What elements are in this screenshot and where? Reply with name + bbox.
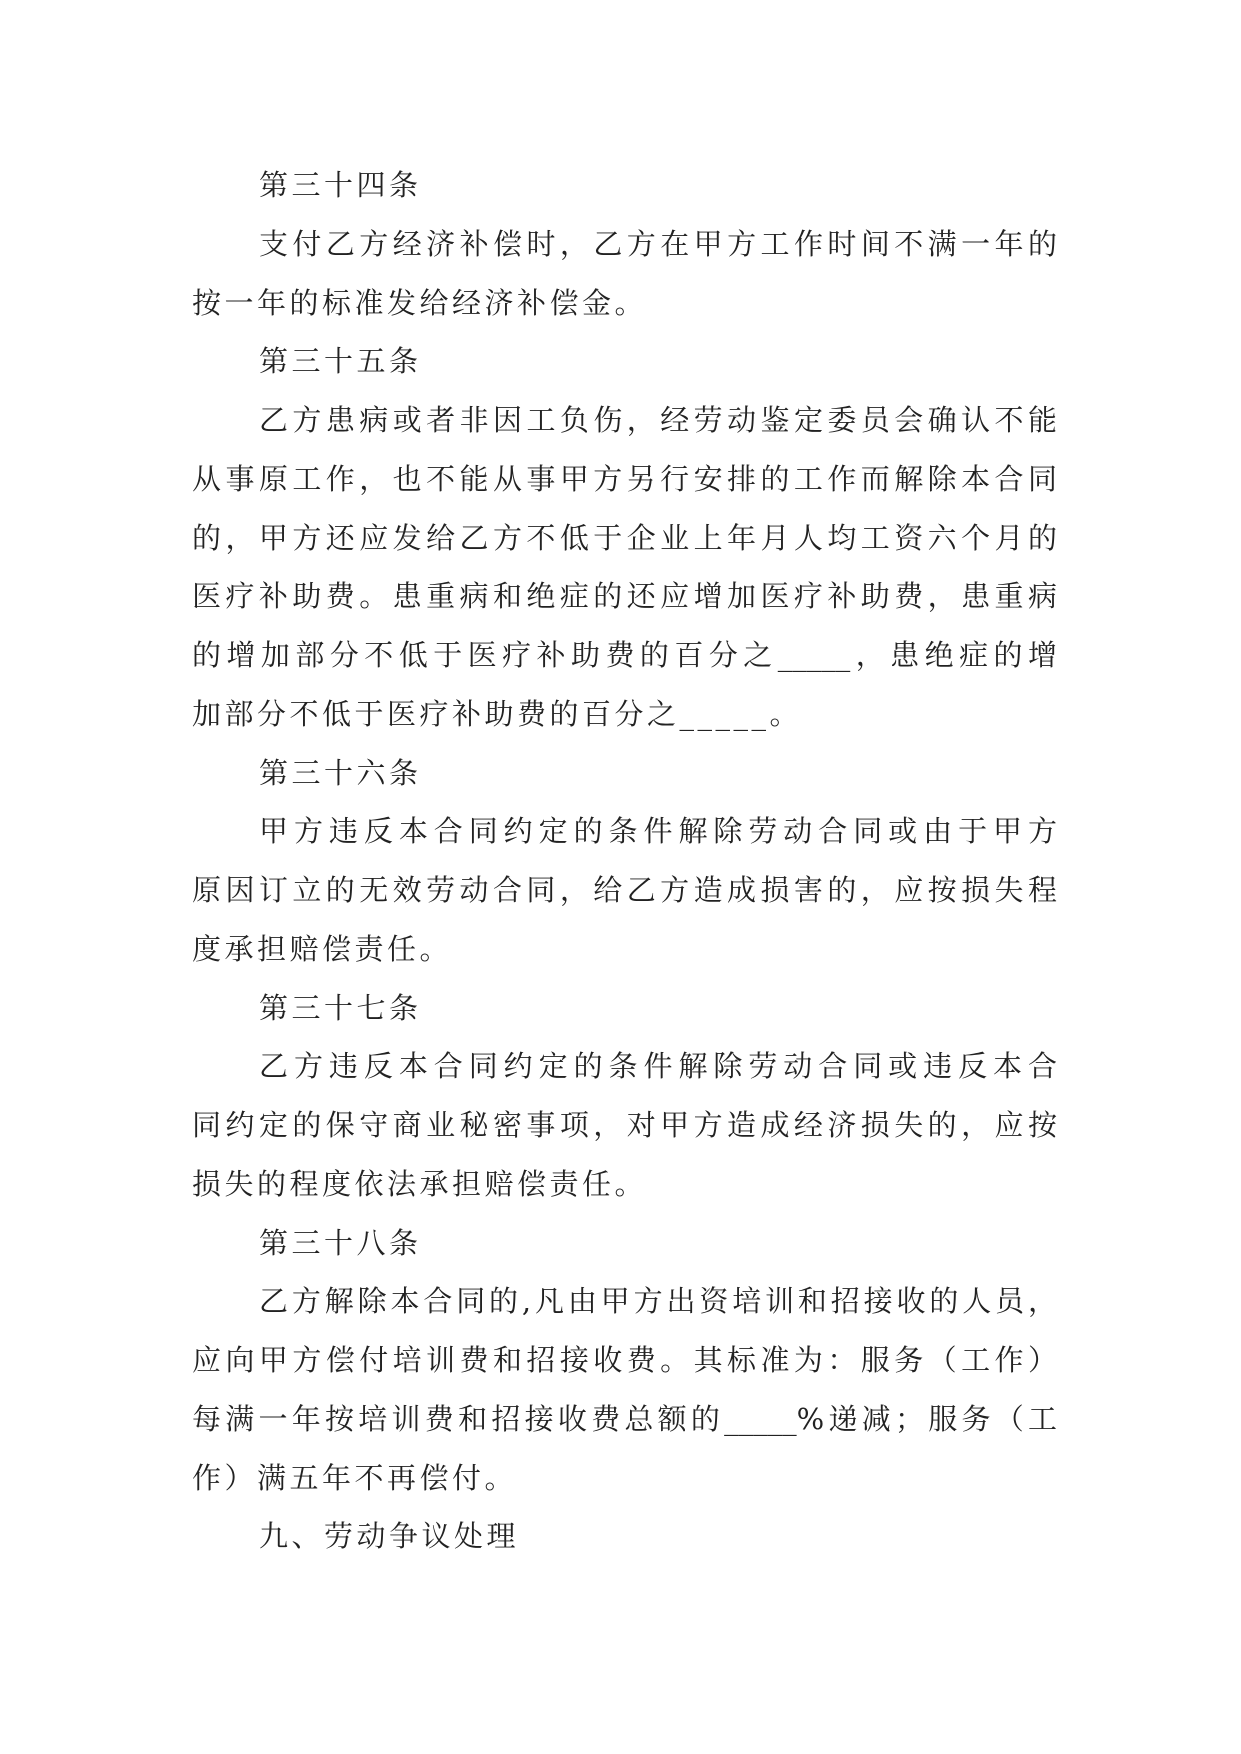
- article-34: [192, 156, 1057, 332]
- article-heading: 第三十四条: [259, 168, 422, 202]
- paragraph-line: 的增加部分不低于医疗补助费的百分之_____，患绝症的增: [192, 638, 1057, 672]
- paragraph-line: 乙方违反本合同约定的条件解除劳动合同或违反本合: [259, 1049, 1057, 1084]
- paragraph-line: 乙方解除本合同的,凡由甲方出资培训和招接收的人员，: [259, 1284, 1057, 1319]
- section-heading: 九、劳动争议处理: [259, 1519, 520, 1554]
- paragraph-line: 从事原工作，也不能从事甲方另行安排的工作而解除本合同: [192, 461, 1057, 496]
- article-heading: 第三十八条: [259, 1225, 422, 1260]
- paragraph-line: 甲方违反本合同约定的条件解除劳动合同或由于甲方: [259, 814, 1057, 849]
- article-heading: 第三十六条: [259, 755, 422, 790]
- paragraph-line: 乙方患病或者非因工负伤，经劳动鉴定委员会确认不能: [259, 403, 1057, 437]
- paragraph-line: 原因订立的无效劳动合同，给乙方造成损害的，应按损失程: [192, 873, 1057, 907]
- paragraph-line: 按一年的标准发给经济补偿金。: [192, 285, 648, 320]
- paragraph-line: 应向甲方偿付培训费和招接收费。其标准为：服务（工作）: [192, 1343, 1057, 1377]
- paragraph-line: 医疗补助费。患重病和绝症的还应增加医疗补助费，患重病: [192, 579, 1057, 614]
- article-35: [192, 332, 1057, 743]
- paragraph-line: 作）满五年不再偿付。: [192, 1460, 518, 1495]
- article-heading: 第三十五条: [259, 344, 422, 379]
- paragraph-line: 同约定的保守商业秘密事项，对甲方造成经济损失的，应按: [192, 1108, 1057, 1142]
- paragraph-line: 损失的程度依法承担赔偿责任。: [192, 1166, 648, 1201]
- paragraph-line: 的，甲方还应发给乙方不低于企业上年月人均工资六个月的: [192, 520, 1057, 555]
- paragraph-line: 加部分不低于医疗补助费的百分之_____。: [192, 696, 803, 731]
- article-36: [192, 744, 1057, 979]
- article-38: [192, 1214, 1057, 1508]
- article-heading: 第三十七条: [259, 990, 422, 1025]
- section-labor-dispute: [192, 1507, 1057, 1566]
- paragraph-line: 每满一年按培训费和招接收费总额的_____%递减；服务（工: [192, 1401, 1057, 1436]
- article-37: [192, 979, 1057, 1214]
- paragraph-line: 支付乙方经济补偿时，乙方在甲方工作时间不满一年的: [259, 226, 1057, 261]
- paragraph-line: 度承担赔偿责任。: [192, 931, 453, 966]
- document-page: [192, 156, 1057, 1566]
